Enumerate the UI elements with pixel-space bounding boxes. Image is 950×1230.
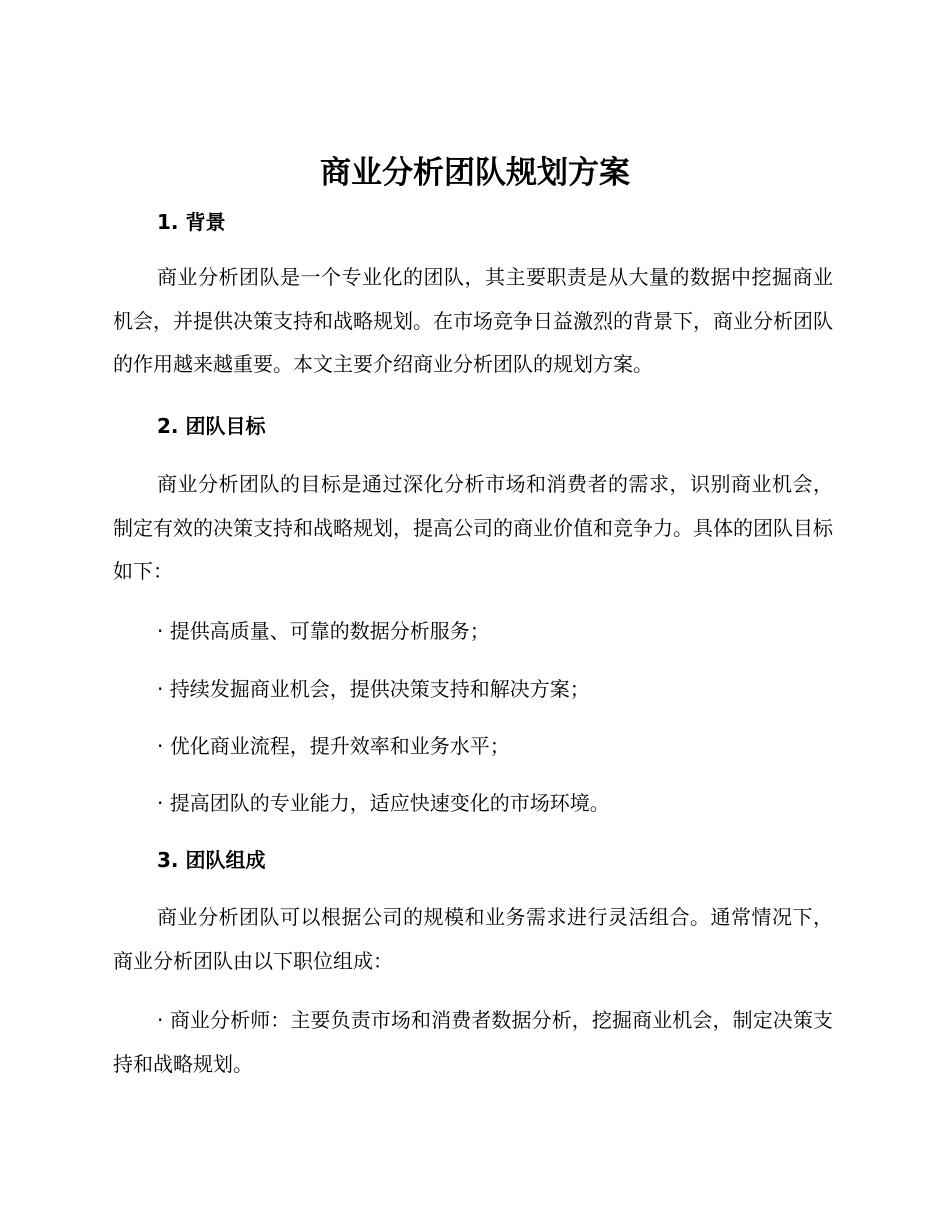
goal-bullet-item: · 提供高质量、可靠的数据分析服务； bbox=[157, 619, 490, 643]
goal-bullet-item: · 提高团队的专业能力，适应快速变化的市场环境。 bbox=[157, 791, 610, 815]
goal-bullet-item: · 持续发掘商业机会，提供决策支持和解决方案； bbox=[157, 677, 590, 701]
goal-bullet-item: · 优化商业流程，提升效率和业务水平； bbox=[157, 734, 510, 758]
composition-bullet-item: · 商业分析师：主要负责市场和消费者数据分析，挖掘商业机会，制定决策支持和战略规划。 bbox=[113, 1008, 833, 1076]
section-paragraph-team-goals: 商业分析团队的目标是通过深化分析市场和消费者的需求，识别商业机会，制定有效的决策支持和战略规划，提高公司的商业价值和竞争力。具体的团队目标如下： bbox=[113, 472, 833, 583]
section-heading-team-composition: 3. 团队组成 bbox=[157, 848, 266, 872]
section-paragraph-background: 商业分析团队是一个专业化的团队，其主要职责是从大量的数据中挖掘商业机会，并提供决策支持和战略规划。在市场竞争日益激烈的背景下，商业分析团队的作用越来越重要。本文主要介绍商业分析团队的规划方案。 bbox=[113, 265, 833, 376]
section-heading-team-goals: 2. 团队目标 bbox=[157, 414, 266, 438]
section-heading-background: 1. 背景 bbox=[157, 210, 226, 234]
section-paragraph-team-composition: 商业分析团队可以根据公司的规模和业务需求进行灵活组合。通常情况下，商业分析团队由以下职位组成： bbox=[113, 905, 833, 973]
document-title: 商业分析团队规划方案 bbox=[320, 155, 630, 191]
